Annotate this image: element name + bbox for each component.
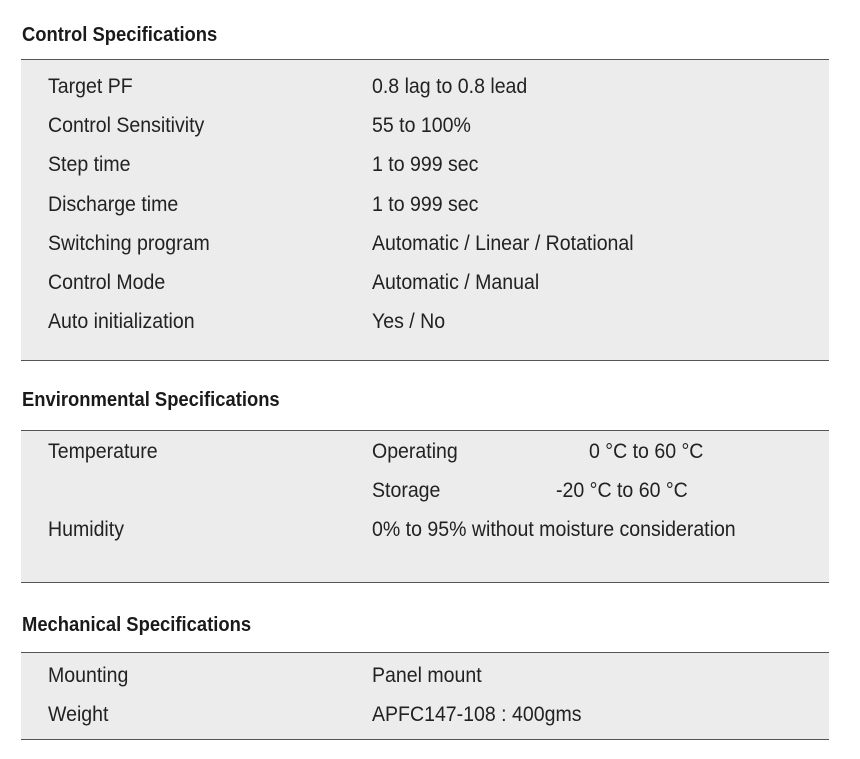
spec-value: 1 to 999 sec	[372, 153, 479, 176]
spec-value: 55 to 100%	[372, 114, 471, 137]
spec-value: APFC147-108 : 400gms	[372, 703, 582, 726]
spec-value: Panel mount	[372, 664, 482, 687]
spec-row-control-mode	[21, 268, 829, 298]
spec-row-humidity	[21, 515, 829, 545]
spec-value: Storage	[372, 479, 441, 502]
spec-value: Operating	[372, 440, 458, 463]
spec-label: Step time	[48, 153, 131, 176]
spec-row-discharge-time	[21, 190, 829, 220]
spec-row-target-pf	[21, 72, 829, 102]
spec-row-switching-program	[21, 229, 829, 259]
spec-label: Temperature	[48, 440, 158, 463]
spec-subvalue: 0 °C to 60 °C	[589, 440, 704, 463]
spec-label: Weight	[48, 703, 109, 726]
environmental-specifications-panel	[21, 430, 829, 583]
spec-label: Discharge time	[48, 193, 179, 216]
spec-row-control-sensitivity	[21, 111, 829, 141]
spec-row-temperature-operating	[21, 437, 829, 467]
spec-value: 1 to 999 sec	[372, 193, 479, 216]
control-specifications-title: Control Specifications	[22, 24, 218, 46]
spec-value: Yes / No	[372, 310, 446, 333]
spec-value: Automatic / Linear / Rotational	[372, 232, 634, 255]
spec-label: Auto initialization	[48, 310, 195, 333]
spec-value: 0% to 95% without moisture consideration	[372, 518, 736, 541]
environmental-specifications-title: Environmental Specifications	[22, 389, 280, 411]
spec-value: Automatic / Manual	[372, 271, 540, 294]
spec-label: Control Mode	[48, 271, 166, 294]
spec-label: Control Sensitivity	[48, 114, 205, 137]
spec-label: Target PF	[48, 75, 133, 98]
spec-row-auto-initialization	[21, 307, 829, 337]
control-specifications-panel	[21, 59, 829, 361]
mechanical-specifications-title: Mechanical Specifications	[22, 614, 252, 636]
spec-row-temperature-storage	[21, 476, 829, 506]
spec-row-step-time	[21, 150, 829, 180]
spec-label: Mounting	[48, 664, 129, 687]
spec-label: Switching program	[48, 232, 210, 255]
spec-row-mounting	[21, 661, 829, 691]
spec-subvalue: -20 °C to 60 °C	[556, 479, 688, 502]
spec-row-weight	[21, 700, 829, 730]
spec-label: Humidity	[48, 518, 124, 541]
spec-value: 0.8 lag to 0.8 lead	[372, 75, 528, 98]
mechanical-specifications-panel	[21, 652, 829, 740]
